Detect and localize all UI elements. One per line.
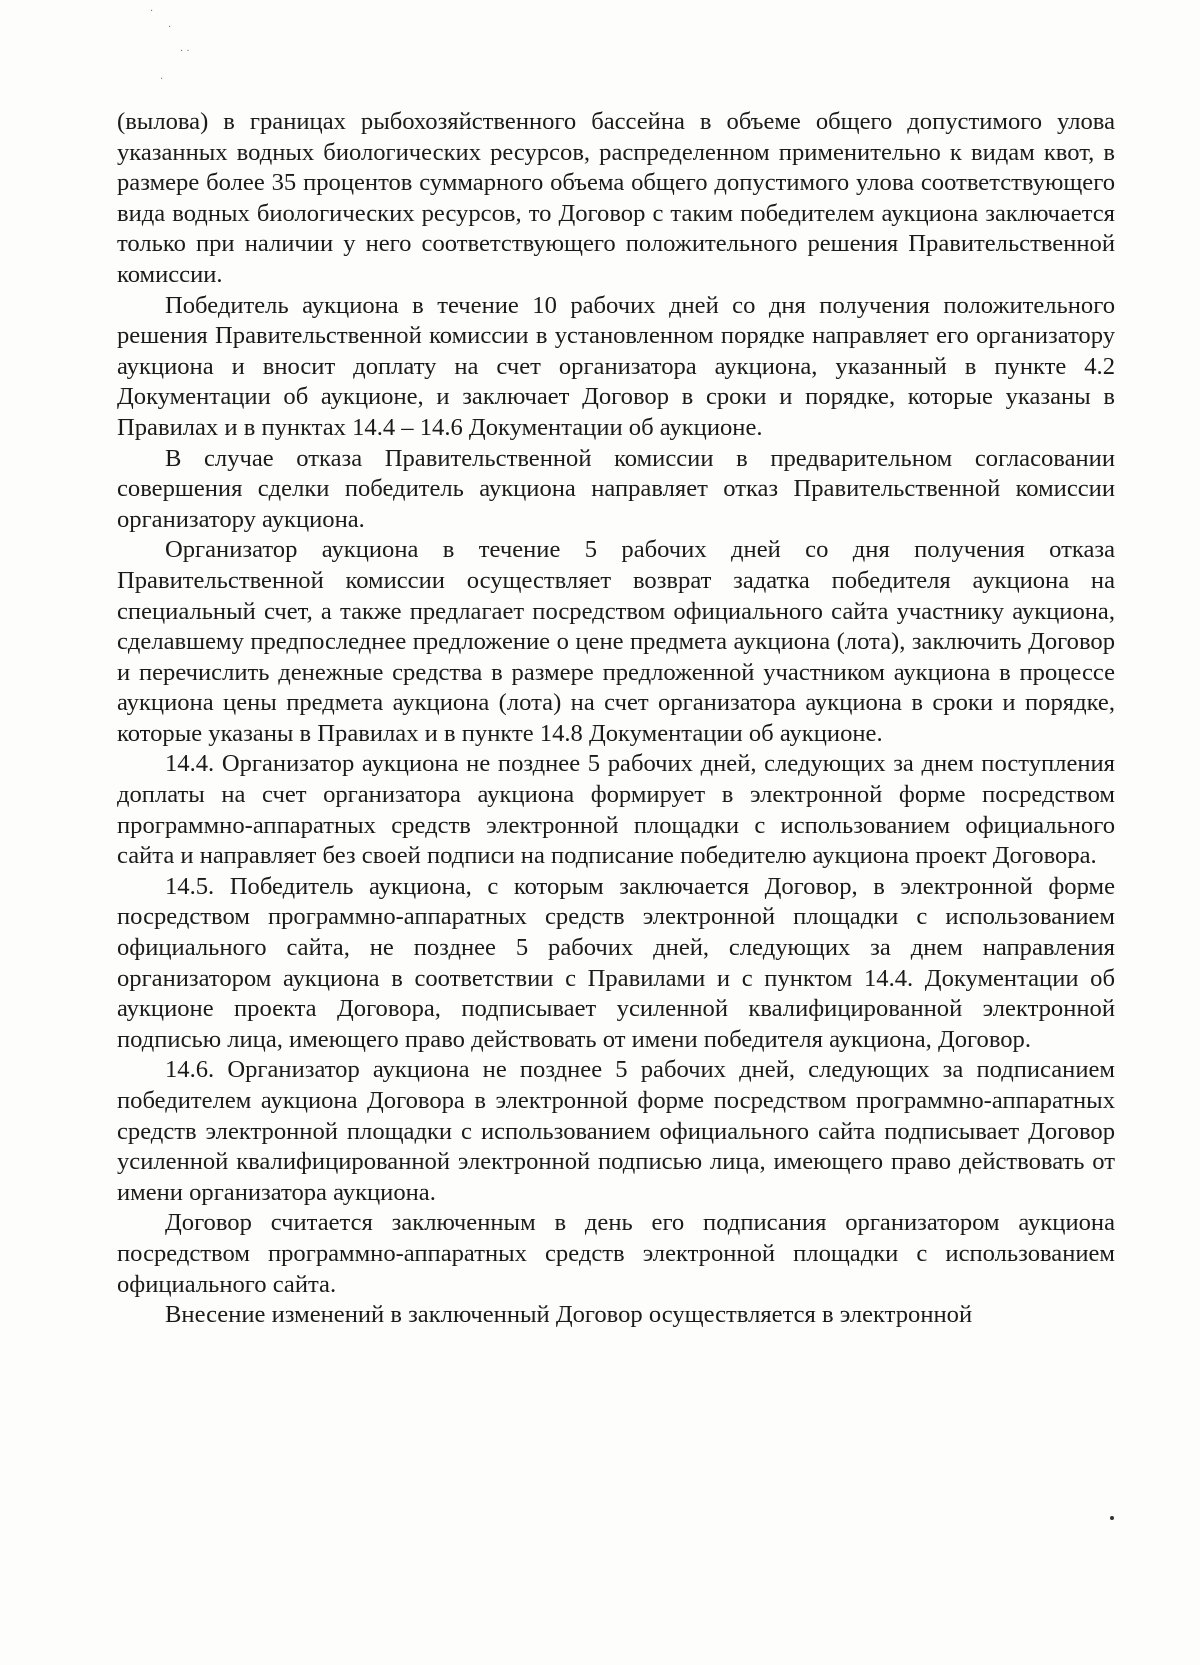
paragraph: В случае отказа Правительственной комиссии в предварительном согласовании совершения сделки победитель аукциона направляет отказ Правительственной комиссии организатору аукциона. [117,444,1115,533]
paragraph: Договор считается заключенным в день его подписания организатором аукциона посредством программно-аппаратных средств электронной площадки с использованием официального сайта. [117,1209,1115,1298]
paragraph: 14.6. Организатор аукциона не позднее 5 рабочих дней, следующих за подписанием победителем аукциона Договора в электронной форме посредством программно-аппаратных средств электронной площадки с использованием официального сайта подписывает Договор усиленной квалифицированной электронной подписью лица, имеющего право действовать от имени организатора аукциона. [117,1056,1115,1206]
paragraph: Внесение изменений в заключенный Договор осуществляется в электронной [165,1301,973,1329]
scan-speck: · [168,22,172,33]
paragraph: 14.4. Организатор аукциона не позднее 5 рабочих дней, следующих за днем поступления доплаты на счет организатора аукциона формирует в электронной форме посредством программно-аппаратных средств электронной площадки с использованием официального сайта и направляет без своей подписи на подписание победителю аукциона проект Договора. [117,750,1115,870]
scan-speck: · [160,74,164,85]
scan-speck: · [150,6,154,17]
paragraph: Организатор аукциона в течение 5 рабочих дней со дня получения отказа Правительственной комиссии осуществляет возврат задатка победителя аукциона на специальный счет, а также предлагает посредством официального сайта участнику аукциона, сделавшему предпоследнее предложение о цене предмета аукциона (лота), заключить Договор и перечислить денежные средства в размере предложенной участником аукциона в процессе аукциона цены предмета аукциона (лота) на счет организатора аукциона в сроки и порядке, которые указаны в Правилах и в пункте 14.8 Документации об аукционе. [117,536,1115,747]
paragraph: (вылова) в границах рыбохозяйственного бассейна в объеме общего допустимого улова указанных водных биологических ресурсов, распределенном применительно к видам квот, в размере более 35 процентов суммарного объема общего допустимого улова соответствующего вида водных биологических ресурсов, то Договор с таким победителем аукциона заключается только при наличии у него соответствующего положительного решения Правительственной комиссии. [117,108,1115,288]
paragraph: Победитель аукциона в течение 10 рабочих дней со дня получения положительного решения Правительственной комиссии в установленном порядке направляет его организатору аукциона и вносит доплату на счет организатора аукциона, указанный в пункте 4.2 Документации об аукционе, и заключает Договор в сроки и порядке, которые указаны в Правилах и в пунктах 14.4 – 14.6 Документации об аукционе. [117,291,1115,441]
scan-dot [1110,1516,1114,1520]
document-body [117,107,1115,1331]
scan-speck: · · [180,46,190,57]
paragraph: 14.5. Победитель аукциона, с которым заключается Договор, в электронной форме посредством программно-аппаратных средств электронной площадки с использованием официального сайта, не позднее 5 рабочих дней, следующих за днем направления организатором аукциона в соответствии с Правилами и с пунктом 14.4. Документации об аукционе проекта Договора, подписывает усиленной квалифицированной электронной подписью лица, имеющего право действовать от имени победителя аукциона, Договор. [117,872,1115,1053]
